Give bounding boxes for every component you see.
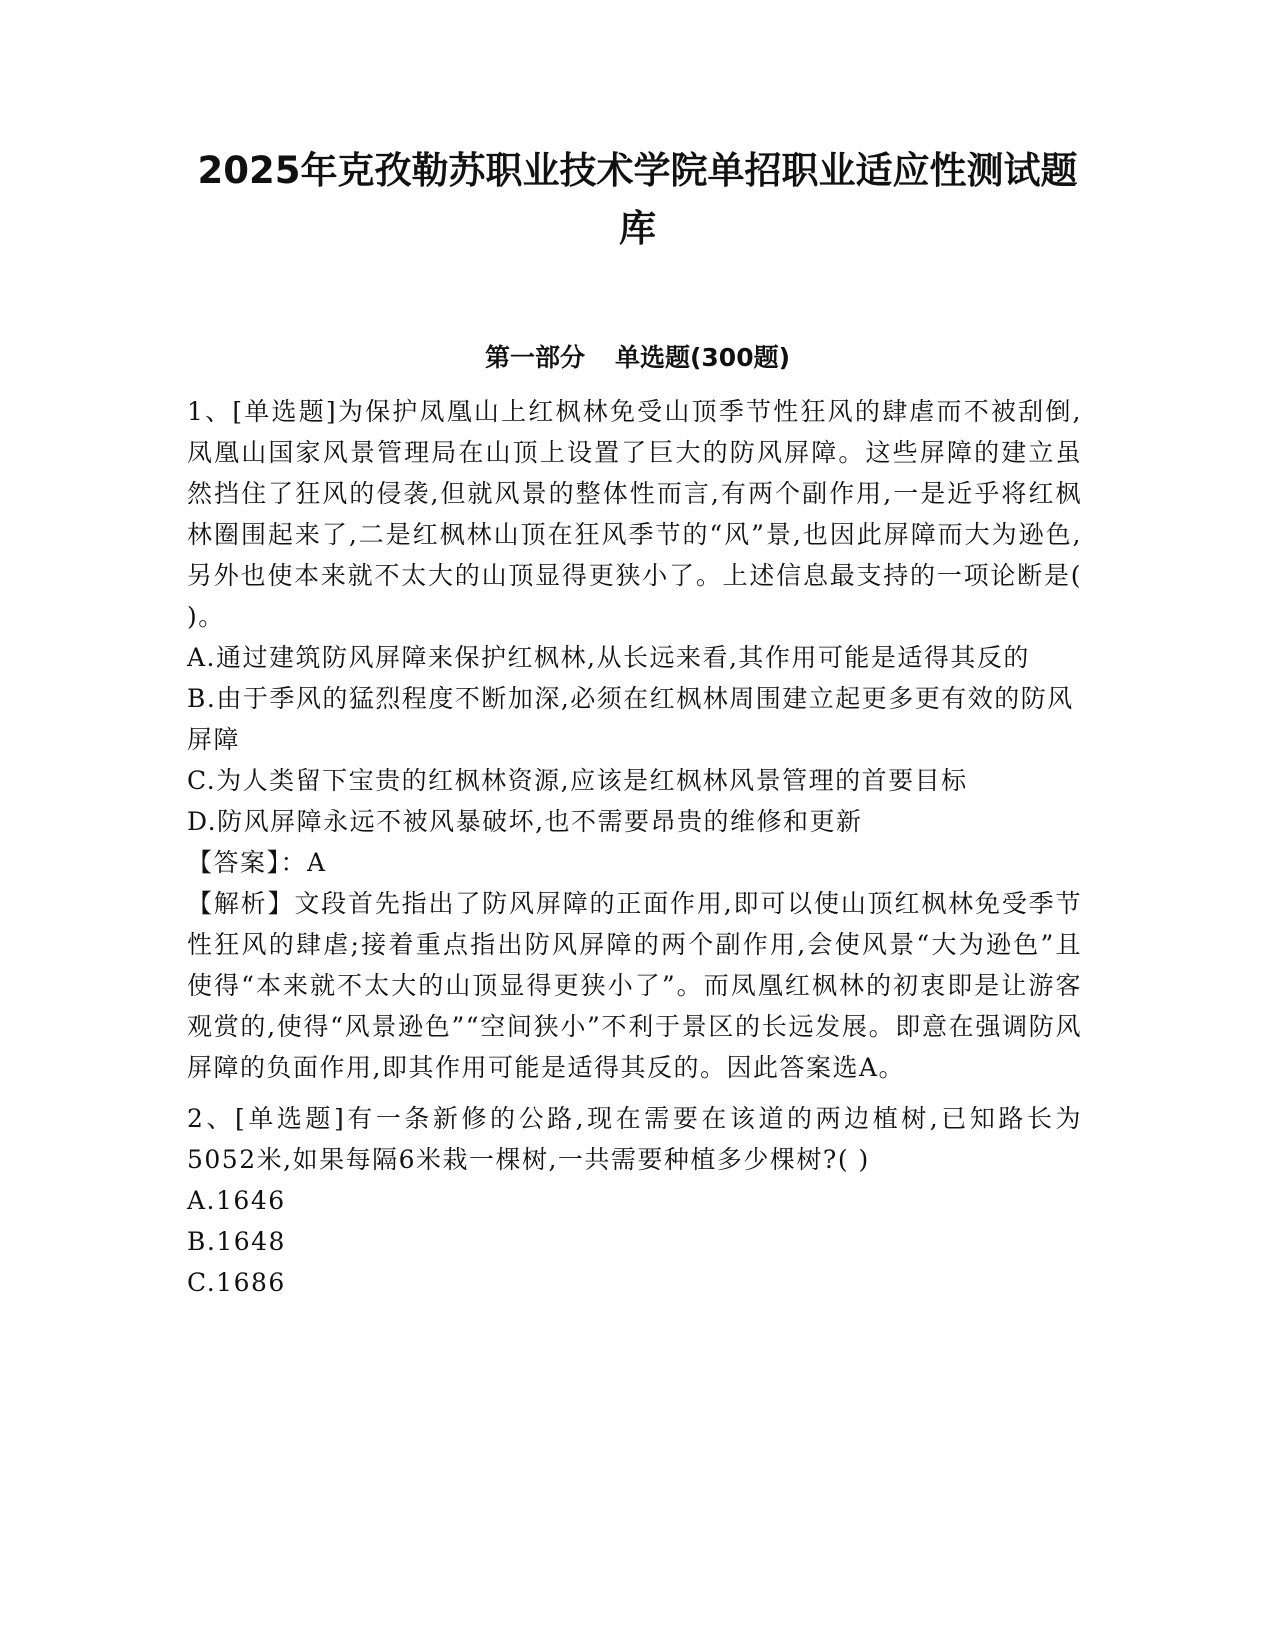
question-list — [187, 391, 1082, 1303]
answer-option: A.通过建筑防风屏障来保护红枫林,从长远来看,其作用可能是适得其反的 — [187, 643, 1030, 672]
section-part-label: 第一部分 — [484, 343, 585, 372]
answer-option: C.1686 — [187, 1268, 286, 1297]
answer-option: B.1648 — [187, 1227, 286, 1256]
answer-option: C.为人类留下宝贵的红枫林资源,应该是红枫林风景管理的首要目标 — [187, 766, 968, 795]
document-title-line-1: 2025年克孜勒苏职业技术学院单招职业适应性测试题 — [197, 149, 1078, 192]
section-name: 单选题(300题) — [614, 343, 791, 372]
answer-option: D.防风屏障永远不被风暴破坏,也不需要昂贵的维修和更新 — [187, 807, 863, 836]
question-item — [187, 391, 1082, 1088]
answer-key: 【答案】：A — [187, 848, 327, 877]
answer-option: A.1646 — [187, 1186, 286, 1215]
answer-analysis: 【解析】文段首先指出了防风屏障的正面作用,即可以使山顶红枫林免受季节性狂风的肆虐;接着重点指出防风屏障的两个副作用,会使风景“大为逊色”且使得“本来就不太大的山顶显得更狭小了”。而凤凰红枫林的初衷即是让游客观赏的,使得“风景逊色”“空间狭小”不利于景区的长远发展。即意在强调防风屏障的负面作用,即其作用可能是适得其反的。因此答案选A。 — [187, 889, 1082, 1082]
question-item — [187, 1098, 1082, 1303]
answer-option: B.由于季风的猛烈程度不断加深,必须在红枫林周围建立起更多更有效的防风屏障 — [187, 684, 1074, 754]
question-stem: 1、[单选题]为保护凤凰山上红枫林免受山顶季节性狂风的肆虐而不被刮倒,凤凰山国家风景管理局在山顶上设置了巨大的防风屏障。这些屏障的建立虽然挡住了狂风的侵袭,但就风景的整体性而言,有两个副作用,一是近乎将红枫林圈围起来了,二是红枫林山顶在狂风季节的“风”景,也因此屏障而大为逊色,另外也使本来就不太大的山顶显得更狭小了。上述信息最支持的一项论断是( )。 — [187, 397, 1082, 631]
section-heading — [180, 340, 1095, 376]
document-title — [180, 142, 1095, 258]
question-stem: 2、[单选题]有一条新修的公路,现在需要在该道的两边植树,已知路长为5052米,如果每隔6米栽一棵树,一共需要种植多少棵树?( ) — [187, 1104, 1082, 1174]
document-title-line-2: 库 — [619, 207, 656, 250]
